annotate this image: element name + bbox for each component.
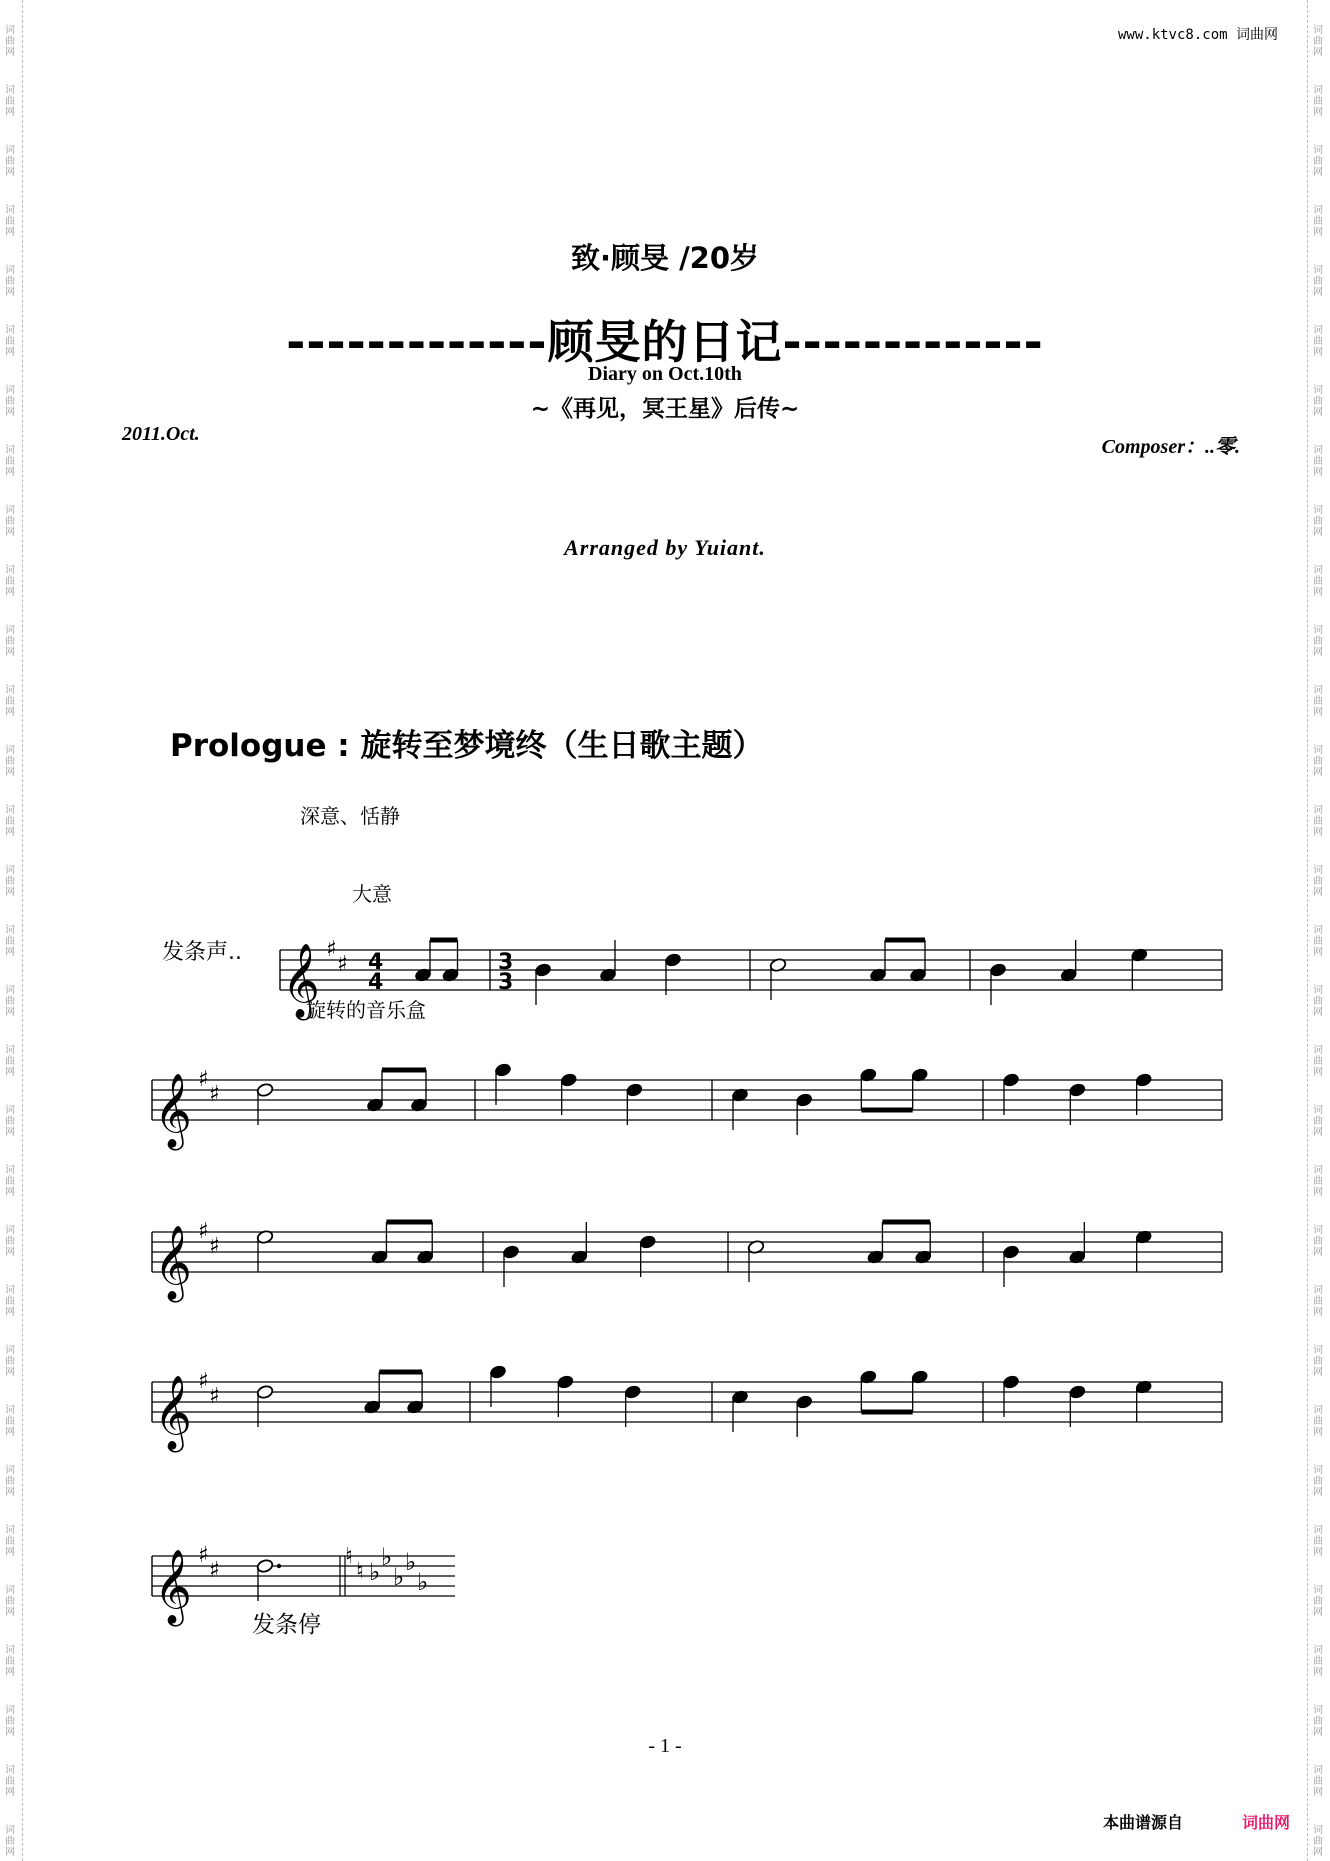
time-sig-den: 3 <box>498 970 514 995</box>
watermark-mark: 词 曲 网 <box>1313 1645 1323 1678</box>
watermark-mark: 词 曲 网 <box>1313 865 1323 898</box>
key-flat: ♭ <box>417 1568 429 1596</box>
arranger: Arranged by Yuiant. <box>564 535 766 560</box>
watermark-mark: 词 曲 网 <box>5 445 15 478</box>
subtitle-english: Diary on Oct.10th <box>588 363 742 385</box>
key-natural: ♮ <box>345 1544 353 1569</box>
note-head <box>256 1384 274 1399</box>
key-sharp: ♯ <box>209 1234 220 1259</box>
note-head <box>625 1082 643 1097</box>
key-sharp: ♯ <box>198 1067 209 1092</box>
note-head <box>560 1072 578 1087</box>
watermark-mark: 词 曲 网 <box>5 325 15 358</box>
watermark-mark: 词 曲 网 <box>1313 145 1323 178</box>
note-head <box>1002 1072 1020 1087</box>
date: 2011.Oct. <box>122 423 200 445</box>
watermark-mark: 词 曲 网 <box>5 1165 15 1198</box>
time-sig-num: 4 <box>368 950 384 975</box>
watermark-mark: 词 曲 网 <box>5 1345 15 1378</box>
note-head <box>624 1384 642 1399</box>
treble-clef: 𝄞 <box>154 1226 192 1300</box>
watermark-mark: 词 曲 网 <box>1313 1405 1323 1438</box>
key-sharp: ♯ <box>209 1558 220 1583</box>
key-flat: ♭ <box>381 1543 393 1571</box>
watermark-mark: 词 曲 网 <box>5 1585 15 1618</box>
time-sig-num: 3 <box>498 950 514 975</box>
watermark-mark: 词 曲 网 <box>1313 1585 1323 1618</box>
watermark-mark: 词 曲 网 <box>5 1645 15 1678</box>
page-title: -------------顾旻的日记------------- <box>286 315 1044 369</box>
watermark-mark: 词 曲 网 <box>5 625 15 658</box>
note-head <box>639 1234 657 1249</box>
watermark-mark: 词 曲 网 <box>5 265 15 298</box>
watermark-mark: 词 曲 网 <box>5 1825 15 1858</box>
watermark-mark: 词 曲 网 <box>5 985 15 1018</box>
expression-mark: 大意 <box>352 882 392 906</box>
note-head <box>489 1364 507 1379</box>
watermark-mark: 词 曲 网 <box>1313 745 1323 778</box>
note-head <box>1002 1374 1020 1389</box>
watermark-mark: 词 曲 网 <box>5 865 15 898</box>
watermark-mark: 词 曲 网 <box>5 505 15 538</box>
watermark-mark: 词 曲 网 <box>1313 205 1323 238</box>
watermark-mark: 词 曲 网 <box>5 1045 15 1078</box>
end-note: 发条停 <box>252 1612 321 1638</box>
watermark-mark: 词 曲 网 <box>1313 625 1323 658</box>
key-sharp: ♯ <box>198 1543 209 1568</box>
key-natural: ♮ <box>356 1559 364 1584</box>
watermark-mark: 词 曲 网 <box>1313 925 1323 958</box>
watermark-mark: 词 曲 网 <box>1313 85 1323 118</box>
treble-clef: 𝄞 <box>154 1550 192 1624</box>
watermark-mark: 词 曲 网 <box>1313 1345 1323 1378</box>
note-head <box>534 962 552 977</box>
watermark-mark: 词 曲 网 <box>5 1525 15 1558</box>
watermark-mark: 词 曲 网 <box>5 85 15 118</box>
time-sig-den: 4 <box>368 970 384 995</box>
watermark-mark: 词 曲 网 <box>1313 1165 1323 1198</box>
watermark-mark: 词 曲 网 <box>1313 505 1323 538</box>
instrument-name: 发条声.. <box>162 940 242 965</box>
watermark-mark: 词 曲 网 <box>1313 1285 1323 1318</box>
source-logo: 词曲网 <box>1241 1813 1290 1832</box>
key-flat: ♭ <box>369 1558 381 1586</box>
subtitle-chinese: ~《再见，冥王星》后传~ <box>530 396 800 422</box>
watermark-mark: 词 曲 网 <box>5 925 15 958</box>
watermark-mark: 词 曲 网 <box>5 805 15 838</box>
watermark-mark: 词 曲 网 <box>1313 1705 1323 1738</box>
note-head <box>502 1244 520 1259</box>
watermark-mark: 词 曲 网 <box>1313 25 1323 58</box>
watermark-mark: 词 曲 网 <box>1313 265 1323 298</box>
watermark-mark: 词 曲 网 <box>5 1225 15 1258</box>
note-head <box>795 1092 813 1107</box>
watermark-mark: 词 曲 网 <box>1313 985 1323 1018</box>
page-number: - 1 - <box>648 1735 682 1757</box>
watermark-mark: 词 曲 网 <box>5 385 15 418</box>
watermark-mark: 词 曲 网 <box>1313 1825 1323 1858</box>
augmentation-dot <box>277 1564 281 1568</box>
watermark-mark: 词 曲 网 <box>1313 1765 1323 1798</box>
section-heading: Prologue : 旋转至梦境终（生日歌主题） <box>170 728 764 764</box>
watermark-mark: 词 曲 网 <box>5 1465 15 1498</box>
watermark-mark: 词 曲 网 <box>5 1765 15 1798</box>
treble-clef: 𝄞 <box>154 1376 192 1450</box>
watermark-mark: 词 曲 网 <box>1313 685 1323 718</box>
site-header: www.ktvc8.com 词曲网 <box>1117 27 1278 43</box>
watermark-mark: 词 曲 网 <box>5 25 15 58</box>
watermark-mark: 词 曲 网 <box>1313 565 1323 598</box>
watermark-mark: 词 曲 网 <box>1313 1045 1323 1078</box>
note-head <box>1135 1072 1153 1087</box>
note-head <box>664 952 682 967</box>
note-head <box>556 1374 574 1389</box>
watermark-mark: 词 曲 网 <box>5 145 15 178</box>
watermark-mark: 词 曲 网 <box>1313 325 1323 358</box>
key-sharp: ♯ <box>337 952 348 977</box>
watermark-mark: 词 曲 网 <box>5 565 15 598</box>
note-head <box>256 1558 274 1573</box>
note-head <box>494 1062 512 1077</box>
treble-clef: 𝄞 <box>282 944 320 1018</box>
key-flat: ♭ <box>393 1563 405 1591</box>
watermark-mark: 词 曲 网 <box>5 745 15 778</box>
watermark-mark: 词 曲 网 <box>1313 385 1323 418</box>
watermark-mark: 词 曲 网 <box>5 685 15 718</box>
tempo-mark: 深意、恬静 <box>300 804 400 828</box>
treble-clef: 𝄞 <box>154 1074 192 1148</box>
key-flat: ♭ <box>405 1548 417 1576</box>
watermark-mark: 词 曲 网 <box>5 1105 15 1138</box>
note-head <box>989 962 1007 977</box>
watermark-mark: 词 曲 网 <box>5 205 15 238</box>
watermark-mark: 词 曲 网 <box>5 1285 15 1318</box>
dedication: 致·顾旻 /20岁 <box>570 241 760 275</box>
watermark-mark: 词 曲 网 <box>1313 445 1323 478</box>
watermark-mark: 词 曲 网 <box>1313 805 1323 838</box>
watermark-mark: 词 曲 网 <box>1313 1225 1323 1258</box>
note-head <box>1068 1384 1086 1399</box>
source-label: 本曲谱源自 <box>1102 1813 1183 1832</box>
watermark-mark: 词 曲 网 <box>1313 1105 1323 1138</box>
note-head <box>1068 1082 1086 1097</box>
composer: Composer：..零. <box>1101 436 1240 458</box>
note-head <box>1002 1244 1020 1259</box>
watermark-mark: 词 曲 网 <box>5 1405 15 1438</box>
key-sharp: ♯ <box>209 1082 220 1107</box>
watermark-mark: 词 曲 网 <box>1313 1525 1323 1558</box>
key-sharp: ♯ <box>209 1384 220 1409</box>
watermark-mark: 词 曲 网 <box>1313 1465 1323 1498</box>
watermark-mark: 词 曲 网 <box>5 1705 15 1738</box>
key-sharp: ♯ <box>326 937 337 962</box>
key-sharp: ♯ <box>198 1219 209 1244</box>
note-head <box>795 1394 813 1409</box>
note-head <box>256 1082 274 1097</box>
instrument-note: 旋转的音乐盒 <box>306 998 426 1022</box>
key-sharp: ♯ <box>198 1369 209 1394</box>
